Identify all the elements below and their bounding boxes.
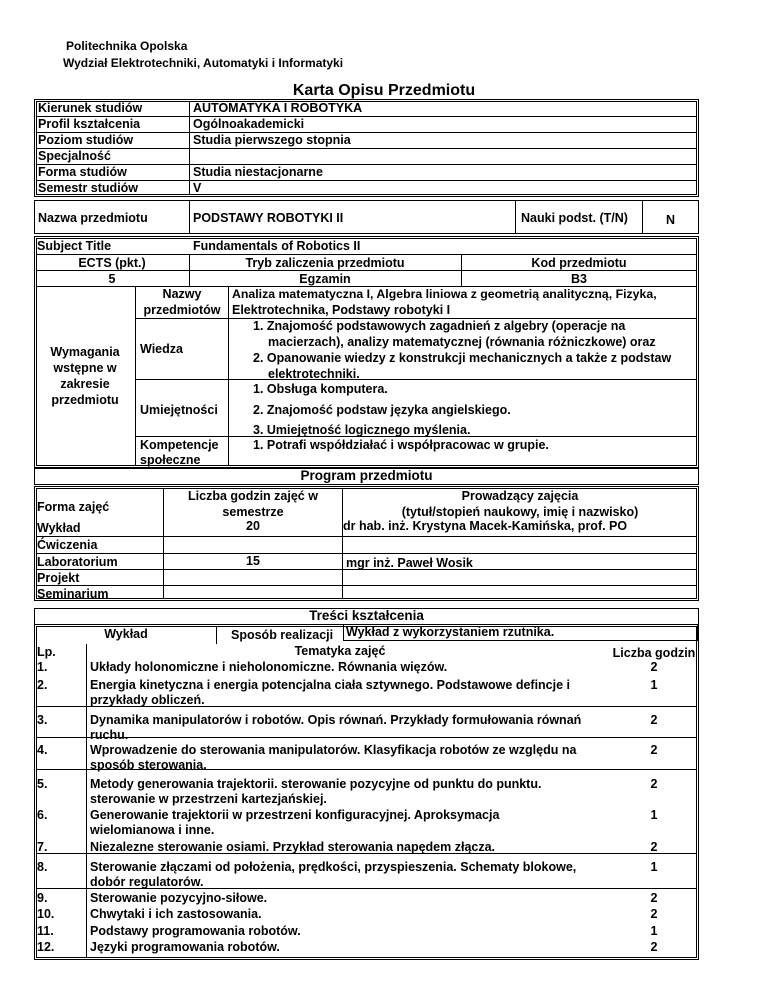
ects-value: 5 [108,272,116,286]
tresci-row-lp: 3. [37,713,48,727]
info-value-profil: Ogólnoakademicki [193,117,305,131]
info-label-semestr: Semestr studiów [38,181,139,195]
info-label-kierunek: Kierunek studiów [38,101,143,115]
umiejetnosci-1: 1. Obsługa komputera. [253,382,388,396]
tresci-row-hours: 1 [650,678,658,692]
wiedza-line-2: macierzach), analizy matematycznej (równania różniczkowe) oraz [268,335,656,349]
tresci-row-lp: 6. [37,808,48,822]
tresci-row-lp: 9. [37,891,48,905]
tresci-row-topic: wielomianowa i inne. [90,823,215,837]
umiejetnosci-label: Umiejętności [140,403,218,417]
tresci-row-hours: 2 [650,907,658,921]
program-teacher-wyklad: dr hab. inż. Krystyna Macek-Kamińska, prof. PO [343,519,628,533]
tresci-row-lp: 12. [37,940,55,954]
program-row-laboratorium: Laboratorium [37,555,118,569]
tresci-row-hours: 1 [650,808,658,822]
nazwy-value-2: Elektrotechnika, Podstawy robotyki I [232,303,451,317]
tresci-row-hours: 2 [650,713,658,727]
wyklad-label: Wykład [104,627,148,641]
tresci-row-topic: dobór regulatorów. [90,875,204,889]
tresci-row-topic: Metody generowania trajektorii. sterowanie pozycyjne od punktu do punktu. [90,777,542,791]
tresci-row-hours: 2 [650,777,658,791]
tresci-row-hours: 1 [650,924,658,938]
program-row-seminarium: Seminarium [37,587,109,601]
subject-title-label: Subject Title [37,239,112,253]
nazwy-label-1: Nazwy [162,287,202,301]
tresci-row-topic: ruchu. [90,728,129,742]
requirements-label-1: Wymagania [50,345,120,359]
tresci-row-hours: 2 [650,840,658,854]
wiedza-label: Wiedza [140,342,183,356]
info-value-poziom: Studia pierwszego stopnia [193,133,351,147]
program-row-projekt: Projekt [37,571,80,585]
info-value-forma: Studia niestacjonarne [193,165,323,179]
forma-label: Forma zajęć [37,500,110,514]
tresci-row-topic: Niezalezne sterowanie osiami. Przykład sterowania napędem złącza. [90,840,496,854]
requirements-label-4: przedmiotu [51,393,119,407]
tresci-row-topic: Wprowadzenie do sterowania manipulatorów. Klasyfikacja robotów ze względu na [90,743,577,757]
tryb-value: Egzamin [299,272,351,286]
sposob-value: Wykład z wykorzystaniem rzutnika. [346,625,555,639]
kompetencje-label-2: społeczne [140,453,201,467]
nauki-label: Nauki podst. (T/N) [521,211,628,225]
tresci-row-lp: 4. [37,743,48,757]
program-teacher-laboratorium: mgr inż. Paweł Wosik [346,556,473,570]
info-value-semestr: V [193,181,202,195]
subject-title: Fundamentals of Robotics II [193,239,361,253]
tematyka-label: Tematyka zajęć [294,644,386,658]
program-hours-laboratorium: 15 [246,554,260,568]
prowadzacy-label-1: Prowadzący zajęcia [461,489,579,503]
kompetencje-value: 1. Potrafi współdziałać i współpracowac w grupie. [253,438,549,452]
tresci-row-hours: 1 [650,860,658,874]
umiejetnosci-3: 3. Umiejętność logicznego myślenia. [253,423,471,437]
kod-label: Kod przedmiotu [531,256,627,270]
info-label-forma: Forma studiów [38,165,127,179]
tresci-row-hours: 2 [650,891,658,905]
tresci-row-hours: 2 [650,940,658,954]
requirements-label-2: wstępne w [53,361,117,375]
tresci-row-topic: Języki programowania robotów. [90,940,280,954]
tresci-row-lp: 2. [37,678,48,692]
tresci-row-topic: przykłady obliczeń. [90,693,205,707]
info-label-specjalnosc: Specjalność [38,149,111,163]
nazwy-value-1: Analiza matematyczna I, Algebra liniowa z geometrią analityczną, Fizyka, [232,287,657,301]
university-name: Politechnika Opolska [66,39,188,53]
subject-name: PODSTAWY ROBOTYKI II [193,211,344,225]
tresci-row-topic: Sterowanie pozycyjno-siłowe. [90,891,268,905]
info-label-profil: Profil kształcenia [38,117,141,131]
tresci-row-topic: Dynamika manipulatorów i robotów. Opis równań. Przykłady formułowania równań [90,713,582,727]
info-label-poziom: Poziom studiów [38,133,134,147]
wiedza-line-1: 1. Znajomość podstawowych zagadnień z algebry (operacje na [253,319,626,333]
wiedza-line-4: elektrotechniki. [268,367,360,381]
tresci-row-lp: 1. [37,660,48,674]
program-table [34,486,699,601]
program-title: Program przedmiotu [300,468,433,483]
godziny-label-2: semestrze [222,505,284,519]
godziny-label-1: Liczba godzin zajęć w [188,489,318,503]
lp-label: Lp. [37,645,56,659]
program-row-wyklad: Wykład [37,521,81,535]
tryb-label: Tryb zaliczenia przedmiotu [245,256,405,270]
tresci-row-topic: sposób sterowania. [90,758,207,772]
ects-label: ECTS (pkt.) [78,256,146,270]
subject-name-label: Nazwa przedmiotu [38,211,148,225]
tresci-row-lp: 10. [37,907,55,921]
program-row-cwiczenia: Ćwiczenia [37,538,98,552]
sposob-label: Sposób realizacji [231,628,334,642]
tresci-row-topic: Energia kinetyczna i energia potencjalna ciała sztywnego. Podstawowe defincje i [90,678,571,692]
tresci-row-hours: 2 [650,660,658,674]
tresci-title: Treści kształcenia [309,608,424,623]
faculty-name: Wydział Elektrotechniki, Automatyki i Informatyki [63,56,344,70]
wiedza-line-3: 2. Opanowanie wiedzy z konstrukcji mechanicznych a także z podstaw [253,351,672,365]
tresci-row-topic: Chwytaki i ich zastosowania. [90,907,262,921]
page-title: Karta Opisu Przedmiotu [292,82,476,99]
tresci-row-hours: 2 [650,743,658,757]
tresci-row-topic: Generowanie trajektorii w przestrzeni konfiguracyjnej. Aproksymacja [90,808,500,822]
tresci-row-lp: 7. [37,840,48,854]
prowadzacy-label-2: (tytuł/stopień naukowy, imię i nazwisko) [401,505,639,519]
tresci-row-topic: sterowanie w przestrzeni kartezjańskiej. [90,792,327,806]
tresci-row-topic: Układy holonomiczne i nieholonomiczne. Równania więzów. [90,660,448,674]
requirements-label-3: zakresie [60,377,110,391]
tresci-row-topic: Podstawy programowania robotów. [90,924,301,938]
kompetencje-label-1: Kompetencje [140,438,219,452]
tresci-row-lp: 11. [37,924,54,938]
nauki-value: N [666,213,676,227]
program-hours-wyklad: 20 [246,519,260,533]
umiejetnosci-2: 2. Znajomość podstaw języka angielskiego. [253,403,511,417]
tresci-row-topic: Sterowanie złączami od położenia, prędkości, przyspieszenia. Schematy blokowe, [90,860,577,874]
nazwy-label-2: przedmiotów [143,303,221,317]
godzin-label: Liczba godzin [612,646,696,660]
kod-value: B3 [571,272,587,286]
tresci-row-lp: 5. [37,777,48,791]
tresci-row-lp: 8. [37,860,48,874]
info-value-kierunek: AUTOMATYKA I ROBOTYKA [193,101,363,115]
